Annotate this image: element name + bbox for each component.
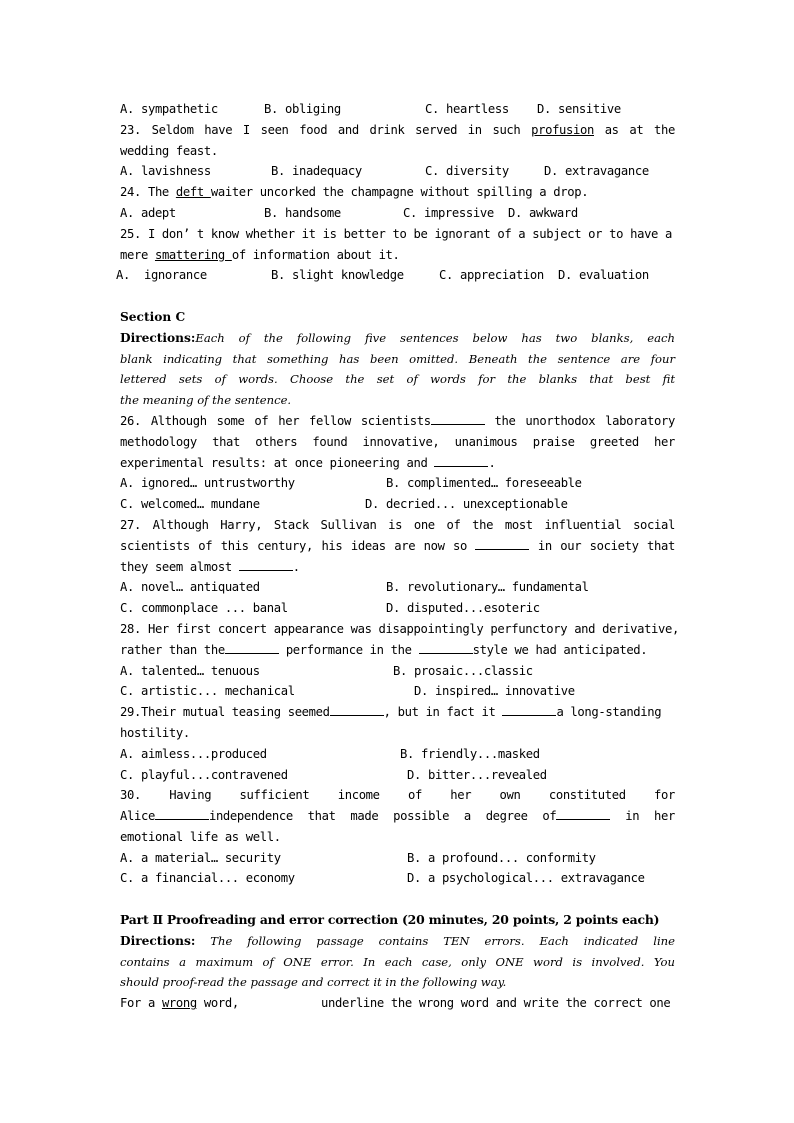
q30-blank-1[interactable] [155,807,209,820]
q23-option-d[interactable]: D. extravagance [544,164,649,179]
q27-stem-cont [120,557,675,578]
q29-option-d[interactable]: D. bitter...revealed [407,767,547,782]
q24-option-d[interactable]: D. awkward [508,205,578,220]
example-instruction: underline the wrong word and write the correct one [321,996,671,1011]
q24-text-end: waiter uncorked the champagne without spilling a drop. [210,185,589,200]
q25-option-a[interactable]: A. ignorance [116,268,207,283]
directions-text: Each of the following five sentences below has two blanks, each [195,330,675,345]
q23-option-c[interactable]: C. diversity [425,164,509,179]
q26-blank-2[interactable] [434,454,488,467]
q26-text: experimental results: at once pioneering and [120,455,435,470]
q27-options-row [120,577,675,598]
q26-stem-cont: methodology that others found innovative, unanimous praise greeted her [120,434,675,449]
q27-text: . [292,559,300,574]
document-page [116,99,680,1014]
directions-label: Directions: [120,933,196,948]
q29-blank-2[interactable] [502,703,556,716]
q28-stem: 28. Her first concert appearance was disappointingly perfunctory and derivative, [120,621,680,636]
q24-option-b[interactable]: B. handsome [264,205,341,220]
spacer [120,889,675,910]
q30-option-c[interactable]: C. a financial... economy [120,871,295,886]
q24-options [120,203,675,224]
q29-options-row [120,765,675,786]
q30-option-d[interactable]: D. a psychological... extravagance [407,871,645,886]
q26-option-b[interactable]: B. complimented… foreseeable [386,476,582,491]
example-mid: word, [196,996,239,1011]
q26-options-row [120,494,675,515]
q27-text: scientists of this century, his ideas are now so [120,538,476,553]
q22-option-a[interactable]: A. sympathetic [120,102,218,116]
q26-stem [120,411,675,432]
q30-stem: 30. Having sufficient income of her own constituted for [120,788,675,803]
section-c-directions-line [120,328,675,349]
q23-options [120,161,675,182]
q25-option-b[interactable]: B. slight knowledge [271,268,404,283]
q29-options-row [120,744,675,765]
q27-options-row [120,598,675,619]
section-c-directions-line: lettered sets of words. Choose the set of words for the blanks that best fit [120,372,675,387]
q28-option-a[interactable]: A. talented… tenuous [120,663,260,678]
q22-option-b[interactable]: B. obliging [264,102,341,116]
q27-option-c[interactable]: C. commonplace ... banal [120,601,288,616]
q29-text: 29.Their mutual teasing seemed [120,705,330,720]
q26-option-c[interactable]: C. welcomed… mundane [120,497,260,512]
q28-blank-2[interactable] [419,641,473,654]
q23-text-end: as at the [594,122,675,137]
q22-options [120,99,675,120]
q30-text: in her [610,809,675,824]
part-2-directions-line: should proof-read the passage and correct it in the following way. [120,975,507,990]
q28-text: performance in the [278,642,419,657]
directions-label: Directions: [120,330,196,345]
section-c-heading: Section C [120,309,186,324]
q30-blank-2[interactable] [556,807,610,820]
q22-option-d[interactable]: D. sensitive [537,102,621,116]
q26-text: . [488,455,496,470]
q30-option-a[interactable]: A. a material… security [120,850,281,865]
q27-blank-2[interactable] [239,558,293,571]
q23-option-a[interactable]: A. lavishness [120,164,211,179]
q23-option-b[interactable]: B. inadequacy [271,164,362,179]
q28-stem-cont [120,640,675,661]
example-pre: For a [120,996,162,1011]
q28-text: rather than the [120,642,225,657]
q30-options-row [120,868,675,889]
q24-text: 24. The [120,185,176,200]
q30-text: independence that made possible a degree of [208,809,557,824]
q29-stem [120,702,675,723]
q28-blank-1[interactable] [225,641,279,654]
q26-text: the unorthodox laboratory [484,413,675,428]
spacer [120,286,675,307]
q26-option-a[interactable]: A. ignored… untrustworthy [120,476,295,491]
q25-stem: 25. I don’ t know whether it is better to be ignorant of a subject or to have a [120,226,673,241]
q27-text: in our society that [529,538,675,553]
q27-option-a[interactable]: A. novel… antiquated [120,580,260,595]
q24-stem [120,182,675,203]
q27-blank-1[interactable] [475,537,529,550]
q28-option-d[interactable]: D. inspired… innovative [414,684,575,699]
part-2-directions-line: contains a maximum of ONE error. In each case, only ONE word is involved. You [120,954,675,969]
q26-text: 26. Although some of her fellow scientists [120,413,431,428]
q28-text: style we had anticipated. [472,642,648,657]
q28-option-b[interactable]: B. prosaic...classic [393,663,533,678]
part-2-heading: Part Ⅱ Proofreading and error correction (20 minutes, 20 points, 2 points each) [120,912,660,928]
example-wrong-word: wrong [161,996,197,1011]
q30-stem-cont: emotional life as well. [120,829,281,844]
q25-text-end: of information about it. [231,247,400,262]
q25-text: mere [120,247,155,262]
example-text [120,993,239,1014]
section-c-directions-line: the meaning of the sentence. [120,393,292,408]
q27-option-d[interactable]: D. disputed...esoteric [386,601,540,616]
section-c-directions-line: blank indicating that something has been omitted. Beneath the sentence are four [120,351,675,366]
q30-stem-cont [120,806,675,827]
q28-options-row [120,681,675,702]
q24-target-word: deft [175,185,211,200]
q29-option-b[interactable]: B. friendly...masked [400,746,540,761]
q29-option-a[interactable]: A. aimless...produced [120,746,267,761]
q28-options-row [120,661,675,682]
q26-options-row [120,473,675,494]
q29-option-c[interactable]: C. playful...contravened [120,767,288,782]
q23-text: 23. Seldom have I seen food and drink served in such [120,122,532,137]
q29-text: a long-standing [556,705,662,720]
part-2-directions-line [120,931,675,952]
q25-option-d[interactable]: D. evaluation [558,268,649,283]
q30-option-b[interactable]: B. a profound... conformity [407,850,596,865]
q26-blank-1[interactable] [431,412,485,425]
q27-stem: 27. Although Harry, Stack Sullivan is one of the most influential social [120,517,675,532]
q23-stem-cont: wedding feast. [120,143,218,158]
q29-blank-1[interactable] [330,703,384,716]
q26-stem-cont [120,453,675,474]
q25-option-c[interactable]: C. appreciation [439,268,544,283]
q25-stem-cont [120,245,675,266]
q30-options-row [120,848,675,869]
q27-option-b[interactable]: B. revolutionary… fundamental [386,580,589,595]
q25-options [116,265,671,286]
q30-text: Alice [120,809,155,824]
q28-option-c[interactable]: C. artistic... mechanical [120,684,295,699]
q29-stem-cont: hostility. [120,725,190,740]
q23-target-word: profusion [531,122,594,137]
q27-text: they seem almost [120,559,239,574]
q29-text: , but in fact it [383,705,503,720]
part-2-example-line [120,993,675,1014]
q24-option-c[interactable]: C. impressive [403,205,494,220]
q25-target-word: smattering [154,247,232,262]
q24-option-a[interactable]: A. adept [120,205,176,220]
q27-stem-cont [120,536,675,557]
q22-option-c[interactable]: C. heartless [425,102,509,116]
q23-stem [120,120,675,141]
q26-option-d[interactable]: D. decried... unexceptionable [365,497,568,512]
directions-text: The following passage contains TEN errors. Each indicated line [195,933,675,948]
